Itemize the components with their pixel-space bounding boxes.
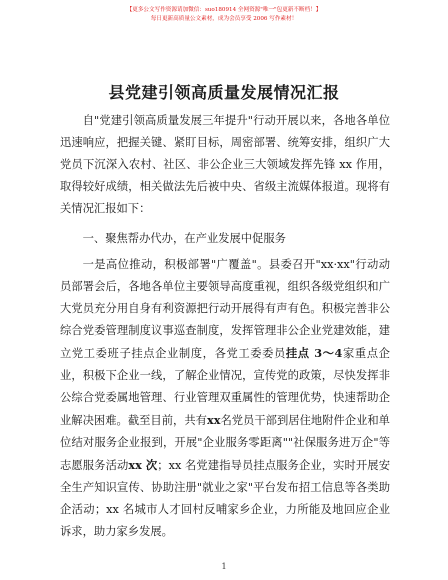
page-number: 1 [221, 562, 227, 571]
paragraph-1 [60, 254, 390, 543]
bold-text-2: xx [206, 413, 221, 427]
paragraph-text-c: 家重点企业，积极下企业一线，了解企业情况，宣传党的政策，尽快发挥非公综合党委属地管理、行业管理双重属性的管理优势，快速帮助企业解决困难。截至目前，共有 [60, 347, 390, 427]
paragraph-text-e: ；xx 名党建指导员挂点服务企业，实时开展安全生产知识宣传、协助注册"就业之家"平台发布招工信息等各类助企活动；xx 名城市人才回村反哺家乡企业，力所能及地回应企业诉求，助力家乡发展。 [60, 459, 390, 538]
document-title: 县党建引领高质量发展情况汇报 [108, 83, 340, 102]
intro-paragraph: 自"党建引领高质量发展三年提升"行动开展以来，各地各单位迅速响应，把握关键、紧盯目标，周密部署、统筹安排，组织广大党员下沉深入农村、社区、非公企业三大领域发挥先锋 xx 作用，取得较好成绩，相关做法先后被中央、省级主流媒体报道。现将有关情况汇报如下： [60, 114, 390, 215]
document-body [60, 110, 390, 543]
paragraph-text-d: 名党员干部到居住地附件企业和单位结对服务企业报到，开展"企业服务零距离""社保服务进万企"等志愿服务活动 [60, 414, 390, 472]
section-heading-1: 一、聚焦帮办代办，在产业发展中促服务 [82, 232, 286, 245]
paragraph-text-a: 一是高位推动，积极部署"广覆盖"。县委召开"xx·xx"行动动员部署会后，各地各单位主要领导高度重视，组织各级党组织和广大党员充分用自身有利资源把行动开展得有声有色。积极完善非公综合党委管理制度议事巡查制度，发挥管理非公企业党建效能，建立党工委班子挂点企业制度，各党工委委员 [60, 258, 390, 360]
banner-line-2: 每日更新高质量公文素材，成为会员享受 2006 写作素材！ [150, 16, 298, 22]
promo-banner [0, 6, 448, 24]
banner-line-1: 【更多公文写作资源请加微信：suo180914 全网资源"唯一"包更新不断档！】 [126, 7, 322, 13]
bold-text-3: xx 次 [128, 458, 158, 472]
bold-text-1: 挂点 3～4 [285, 346, 343, 360]
